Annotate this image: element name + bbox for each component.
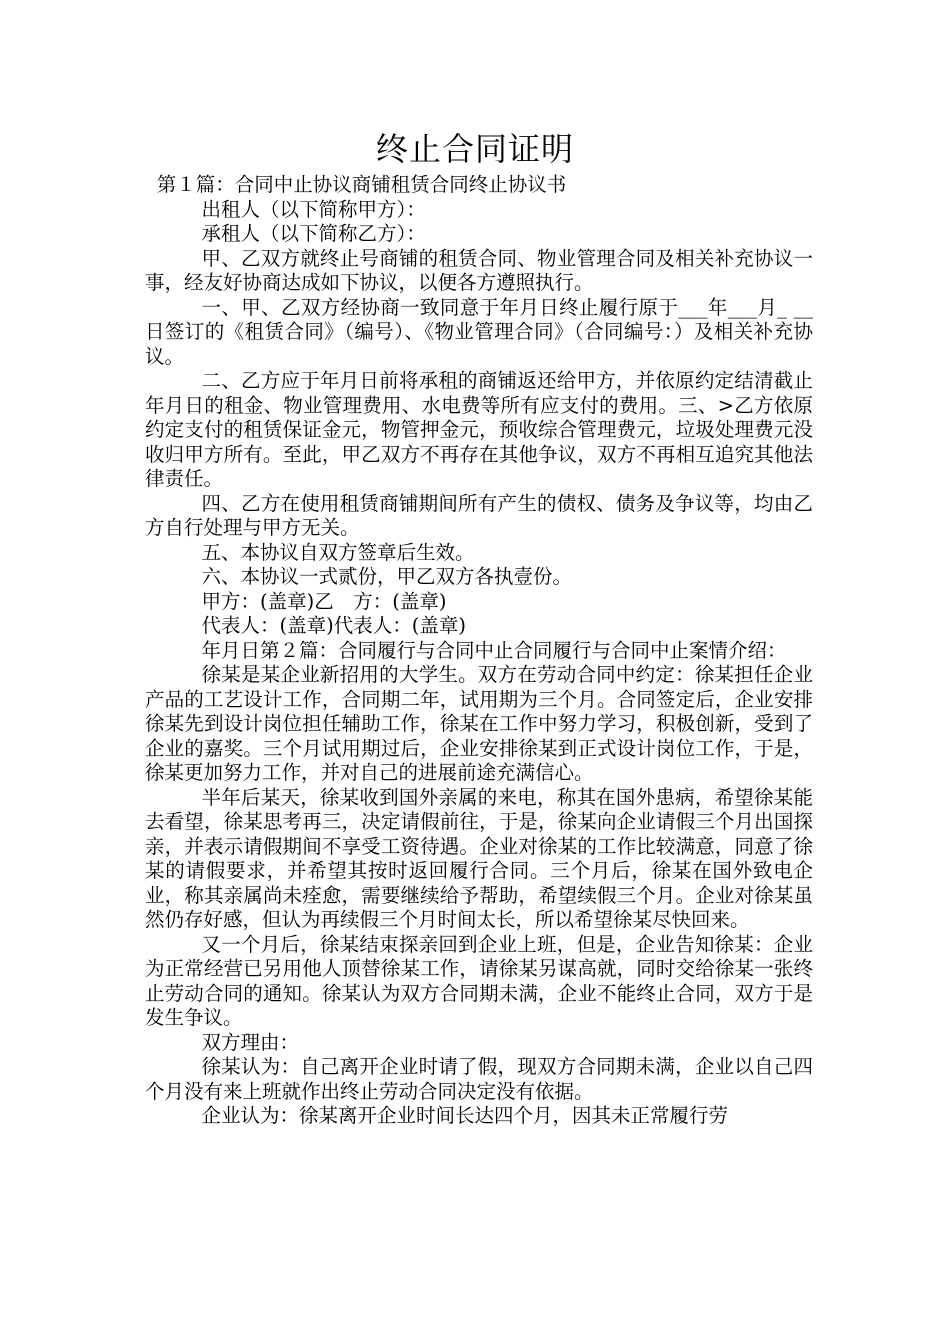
paragraph: 徐某认为：自己离开企业时请了假，现双方合同期未满，企业以自己四个月没有来上班就作出终止劳动合同决定没有依据。 [145, 1055, 813, 1103]
paragraph: 年月日第２篇：合同履行与合同中止合同履行与合同中止案情介绍： [201, 638, 787, 662]
paragraph: 甲、乙双方就终止号商铺的租赁合同、物业管理合同及相关补充协议一事，经友好协商达成如下协议，以便各方遵照执行。 [145, 246, 813, 294]
paragraph: 代表人：(盖章)代表人：(盖章) [201, 614, 466, 637]
paragraph: 二、乙方应于年月日前将承租的商铺返还给甲方，并依原约定结清截止年月日的租金、物业管理费用、水电费等所有应支付的费用。三、>乙方依原约定支付的租赁保证金元，物管押金元，预收综合管理费元，垃圾处理费元没收归甲方所有。至此，甲乙双方不再存在其他争议，双方不再相互追究其他法律责任。 [145, 369, 813, 490]
paragraph: 企业认为：徐某离开企业时间长达四个月，因其未正常履行劳 [201, 1104, 729, 1127]
paragraph: 五、本协议自双方签章后生效。 [201, 540, 475, 564]
paragraph: 六、本协议一式贰份，甲乙双方各执壹份。 [201, 565, 573, 588]
paragraph: 甲方：(盖章)乙 方：(盖章) [201, 589, 447, 613]
paragraph: 双方理由： [201, 1030, 300, 1054]
section-heading: 第１篇：合同中止协议商铺租赁合同终止协议书 [156, 173, 567, 196]
paragraph: 徐某是某企业新招用的大学生。双方在劳动合同中约定：徐某担任企业产品的工艺设计工作，合同期二年，试用期为三个月。合同签定后，企业安排徐某先到设计岗位担任辅助工作，徐某在工作中努力学习，积极创新，受到了企业的嘉奖。三个月试用期过后，企业安排徐某到正式设计岗位工作，于是，徐某更加努力工作，并对自己的进展前途充满信心。 [145, 663, 813, 784]
document-body [145, 173, 813, 1129]
paragraph: 四、乙方在使用租赁商铺期间所有产生的债权、债务及争议等，均由乙方自行处理与甲方无关。 [145, 491, 813, 539]
paragraph: 出租人（以下简称甲方）： [201, 197, 426, 221]
paragraph: 又一个月后，徐某结束探亲回到企业上班，但是，企业告知徐某：企业为正常经营已另用他人顶替徐某工作，请徐某另谋高就，同时交给徐某一张终止劳动合同的通知。徐某认为双方合同期未满，企业不能终止合同，双方于是发生争议。 [145, 932, 813, 1029]
paragraph: 半年后某天，徐某收到国外亲属的来电，称其在国外患病，希望徐某能去看望，徐某思考再三，决定请假前往，于是，徐某向企业请假三个月出国探亲，并表示请假期间不享受工资待遇。企业对徐某的工作比较满意，同意了徐某的请假要求，并希望其按时返回履行合同。三个月后，徐某在国外致电企业，称其亲属尚未痊愈，需要继续给予帮助，希望续假三个月。企业对徐某虽然仍存好感，但认为再续假三个月时间太长，所以希望徐某尽快回来。 [145, 785, 813, 931]
paragraph: 一、甲、乙双方经协商一致同意于年月日终止履行原于___年___月_ __日签订的《租赁合同》（编号）、《物业管理合同》（合同编号：）及相关补充协议。 [145, 295, 813, 368]
document-title: 终止合同证明 [375, 130, 574, 168]
paragraph: 承租人（以下简称乙方）： [201, 222, 426, 245]
